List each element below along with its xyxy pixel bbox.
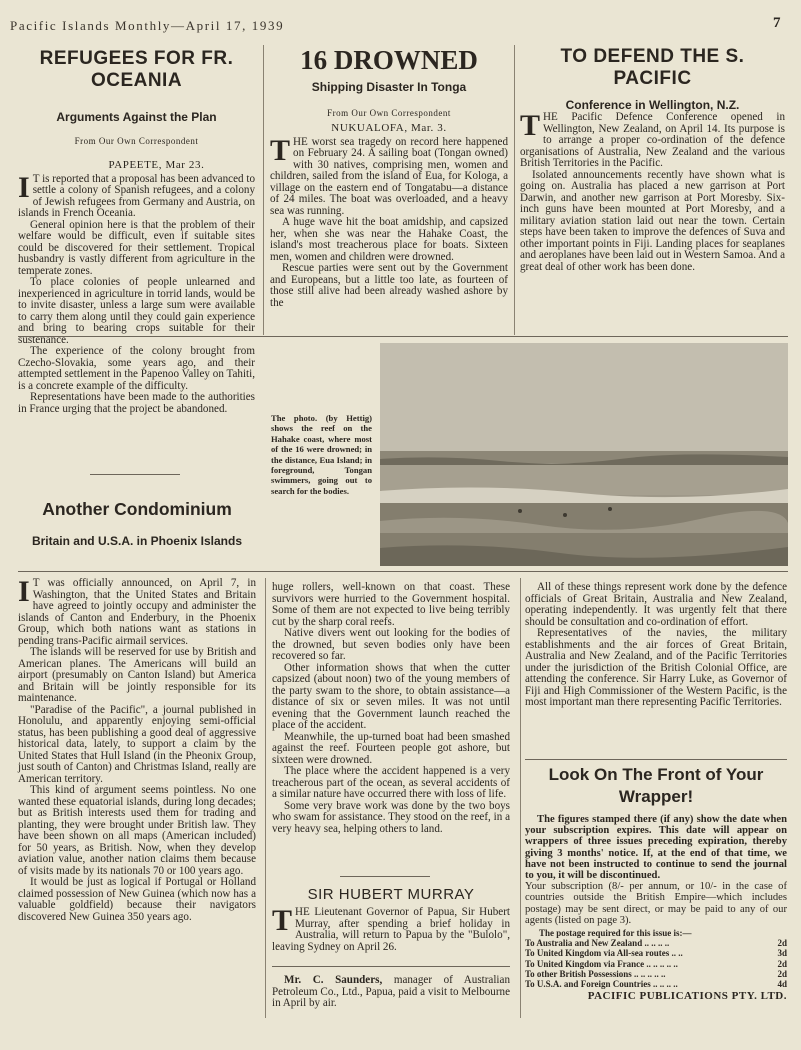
condominium-body xyxy=(18,575,256,923)
divider xyxy=(340,876,430,877)
wrapper-notice xyxy=(525,764,787,1002)
paragraph: Some very brave work was done by the two boys who swam for assistance. They stood on the reef, in a very heavy sea, helping others to land. xyxy=(272,799,510,835)
paragraph: Mr. C. Saunders, manager of Australian Petroleum Co., Ltd., Papua, paid a visit to Melbourne in April by air. xyxy=(272,974,510,1009)
refugees-dateline: PAPEETE, Mar 23. xyxy=(108,159,205,171)
refugees-byline: From Our Own Correspondent xyxy=(74,136,199,146)
postage-row: To U.S.A. and Foreign Countries .. .. .. .. 4d xyxy=(525,979,787,990)
paragraph: huge rollers, well-known on that coast. These survivors were hurried to the Government hospital. Some of them are not expected to live being terribly cut by the sharp coral reefs. xyxy=(272,581,510,628)
postage-table xyxy=(525,928,787,989)
postage-row: To Australia and New Zealand .. .. .. .. 2d xyxy=(525,938,787,949)
paragraph: Isolated announcements recently have shown what is going on. Australia has placed a new garrison at Port Darwin, and another new garrison at Port Moresby. Six-inch guns have been mounted at Port Moresby, and a military aviation station laid out near the town. Certain steps have been taken to improve the defences of Suva and other important points in Fiji. Landing places for seaplanes and aeroplanes have been laid out in Western Samoa. And a great deal of other work has been done. xyxy=(520,168,785,273)
defend-continuation xyxy=(525,582,787,709)
running-head: Pacific Islands Monthly—April 17, 1939 xyxy=(10,18,285,33)
paragraph: This kind of argument seems pointless. No one wanted these equatorial islands, during long decades; but as British interests used them for trading and planting, they were brought under British law. They have been shown on all maps (American included) for 50 years, as British. Now, when they develop aviation value, another nation claims them because of visits made by its nationals 70 or 100 years ago. xyxy=(18,784,256,877)
paragraph: The figures stamped there (if any) show the date when your subscription expires. This date will appear on wrappers of three issues preceding expiration, thereby giving 3 months' notice. If, at the end of that time, we have not been instructed to continue to send the journal to you, it will be discontinued. xyxy=(525,814,787,882)
paragraph: Other information shows that when the cutter capsized (about noon) two of the young members of the party swam to the shore, to obtain assistance—a distance of six or seven miles. It was not until evening that the Government launch reached the place of the accident. xyxy=(272,661,510,731)
paragraph: THE Pacific Defence Conference opened in Wellington, New Zealand, on April 14. Its purpose is to arrange a proper co-ordination of the defence organisations of Australia, New Zealand and the various British Territories in the Pacific. xyxy=(520,109,785,169)
refugees-body xyxy=(18,160,255,415)
column-rule xyxy=(520,578,521,1018)
murray-body xyxy=(272,904,510,953)
drowned-article xyxy=(270,44,508,118)
paragraph: THE worst sea tragedy on record here happened on February 24. A sailing boat (Tongan owned) with 30 natives, comprising men, women and children, sailed from the island of Eua, for Kologa, a village on the eastern end of Tongatabu—a distance of 24 miles. The boat was overloaded, and a heavy sea was running. xyxy=(270,133,508,217)
drop-cap: T xyxy=(272,904,293,937)
wrapper-body xyxy=(525,814,787,926)
paragraph: Representatives of the navies, the military establishments and the air forces of Great Britain, Australia and New Zealand, and of the Pacific Territories under the jurisdiction of the British Colonial Office, are attending the conference. Sir Harry Luke, as Governor of Fiji and High Commissioner of the Western Pacific, is the most important man there representing Pacific Territories. xyxy=(525,627,787,708)
drowned-continuation xyxy=(272,582,510,835)
refugees-headline: REFUGEES FOR FR. OCEANIA xyxy=(39,48,234,91)
reef-seascape-image xyxy=(380,343,788,566)
drowned-byline: From Our Own Correspondent xyxy=(327,108,451,118)
drowned-headline: 16 DROWNED xyxy=(300,45,478,75)
drop-cap: T xyxy=(520,109,541,142)
paragraph: Representations have been made to the authorities in France urging that the project be abandoned. xyxy=(18,391,255,415)
refugees-subheadline: Arguments Against the Plan xyxy=(56,110,217,124)
paragraph: General opinion here is that the problem of their welfare would be difficult, even if suitable sites could be discovered for their settlement. Tropical husbandry is vastly different from agriculture in the temperate zones. xyxy=(18,218,255,277)
condominium-subheadline: Britain and U.S.A. in Phoenix Islands xyxy=(31,534,243,548)
paragraph: Your subscription (8/- per annum, or 10/- in the case of countries outside the British Empire—which includes postage) may be sent direct, or may be paid to any of our agents (listed on page 3). xyxy=(525,881,787,926)
paragraph: I T is reported that a proposal has been advanced to settle a colony of Spanish refugees, and a colony of Jewish refugees from Germany and Austria, on islands in French Oceania. xyxy=(18,170,255,219)
paragraph: The islands will be reserved for use by British and American planes. The Americans will build an airport (presumably on Canton Island) but America and Britain will be jointly responsible for its maintenance. xyxy=(18,646,256,704)
defend-body xyxy=(520,109,785,273)
drop-cap: I xyxy=(18,575,30,608)
defend-subheadline: Conference in Wellington, N.Z. xyxy=(565,98,740,112)
divider xyxy=(272,966,510,967)
column-rule xyxy=(265,578,266,1018)
paragraph: Rescue parties were sent out by the Government and Europeans, but a little too late, as fourteen of those still alive had been already washed ashore by the xyxy=(270,262,508,309)
defend-headline: TO DEFEND THE S. PACIFIC xyxy=(560,46,745,89)
paragraph: Native divers went out looking for the bodies of the drowned, but seven bodies only have been recovered so far. xyxy=(272,627,510,662)
divider xyxy=(525,759,787,760)
paragraph: "Paradise of the Pacific", a journal published in Honolulu, and apparently enjoying semi-official status, has been publishing a good deal of aggressive historical data, lately, to support a claim by the United States that Hull Island (in the Pheonix Group, just south of Canton) and Christmas Island, really are American territory. xyxy=(18,703,256,785)
drowned-dateline: NUKUALOFA, Mar. 3. xyxy=(331,122,447,134)
drop-cap: T xyxy=(270,133,291,167)
photo-caption: The photo. (by Hettig) shows the reef on the Hahake coast, where most of the 16 were drowned; in the distance, Eua Island; in foreground, Tongan swimmers, going out to search for the bodies. xyxy=(271,413,372,496)
divider xyxy=(18,336,788,337)
postage-row: To United Kingdom via France .. .. .. .. .. 2d xyxy=(525,958,787,969)
paragraph: It would be just as logical if Portugal or Holland claimed possession of New Guinea (which now has a valuable goldfield) because their navigators discovered New Guinea 350 years ago. xyxy=(18,876,256,923)
condominium-headline: Another Condominium xyxy=(42,499,232,519)
paragraph: The place where the accident happened is a very treacherous part of the ocean, as several accidents of a similar nature have occurred there with loss of life. xyxy=(272,765,510,800)
column-rule xyxy=(263,45,264,335)
drowned-body xyxy=(270,123,508,309)
paragraph: A huge wave hit the boat amidship, and capsized her, when she was near the Hahake Coast, the island's most treacherous place for boats. Sixteen men, women and children were drowned. xyxy=(270,216,508,263)
wrapper-headline: Look On The Front of Your Wrapper! xyxy=(548,765,764,806)
reef-photo xyxy=(380,343,788,566)
defend-article xyxy=(520,46,785,112)
divider xyxy=(18,571,788,572)
paragraph: THE Lieutenant Governor of Papua, Sir Hubert Murray, after spending a brief holiday in Australia, will return to Papua by the "Bulolo", leaving Sydney on April 26. xyxy=(272,904,510,953)
saunders-note xyxy=(272,975,510,1010)
drop-cap: I xyxy=(18,170,30,204)
drowned-subheadline: Shipping Disaster In Tonga xyxy=(311,80,467,94)
postage-row: To United Kingdom via All-sea routes .. .. 3d xyxy=(525,948,787,959)
postage-heading: The postage required for this issue is:— xyxy=(539,928,692,939)
postage-row: To other British Possessions .. .. .. .. .. 2d xyxy=(525,968,787,979)
paragraph: All of these things represent work done by the defence officials of Great Britain, Australia and New Zealand, operating independently. It was urgently felt that there should be consultation and co-ordination of effort. xyxy=(525,581,787,628)
column-rule xyxy=(514,45,515,335)
condominium-article xyxy=(18,498,256,549)
murray-headline: SIR HUBERT MURRAY xyxy=(307,886,475,903)
refugees-article xyxy=(18,48,255,146)
divider xyxy=(90,474,180,475)
paragraph: To place colonies of people unlearned and inexperienced in agriculture in torrid lands, would be to invite disaster, unless a large sum were available to carry them along until they could gain experience and bring to bearing crops suitable for their sustenance. xyxy=(18,276,255,346)
publisher-line: PACIFIC PUBLICATIONS PTY. LTD. xyxy=(587,990,787,1003)
paragraph: I T was officially announced, on April 7, in Washington, that the United States and Britain have agreed to jointly occupy and administer the islands of Canton and Enderbury, in the Phoenix Group, which both nations want as stations in pending trans-Pacific airmail services. xyxy=(18,575,256,647)
paragraph: Meanwhile, the up-turned boat had been smashed against the reef. Fourteen people got ashore, but sixteen were drowned. xyxy=(272,730,510,766)
paragraph: The experience of the colony brought from Czecho-Slovakia, some years ago, and their attempted settlement in the Papenoo Valley on Tahiti, is a concrete example of the difficulty. xyxy=(18,345,255,392)
page-number: 7 xyxy=(773,15,781,31)
